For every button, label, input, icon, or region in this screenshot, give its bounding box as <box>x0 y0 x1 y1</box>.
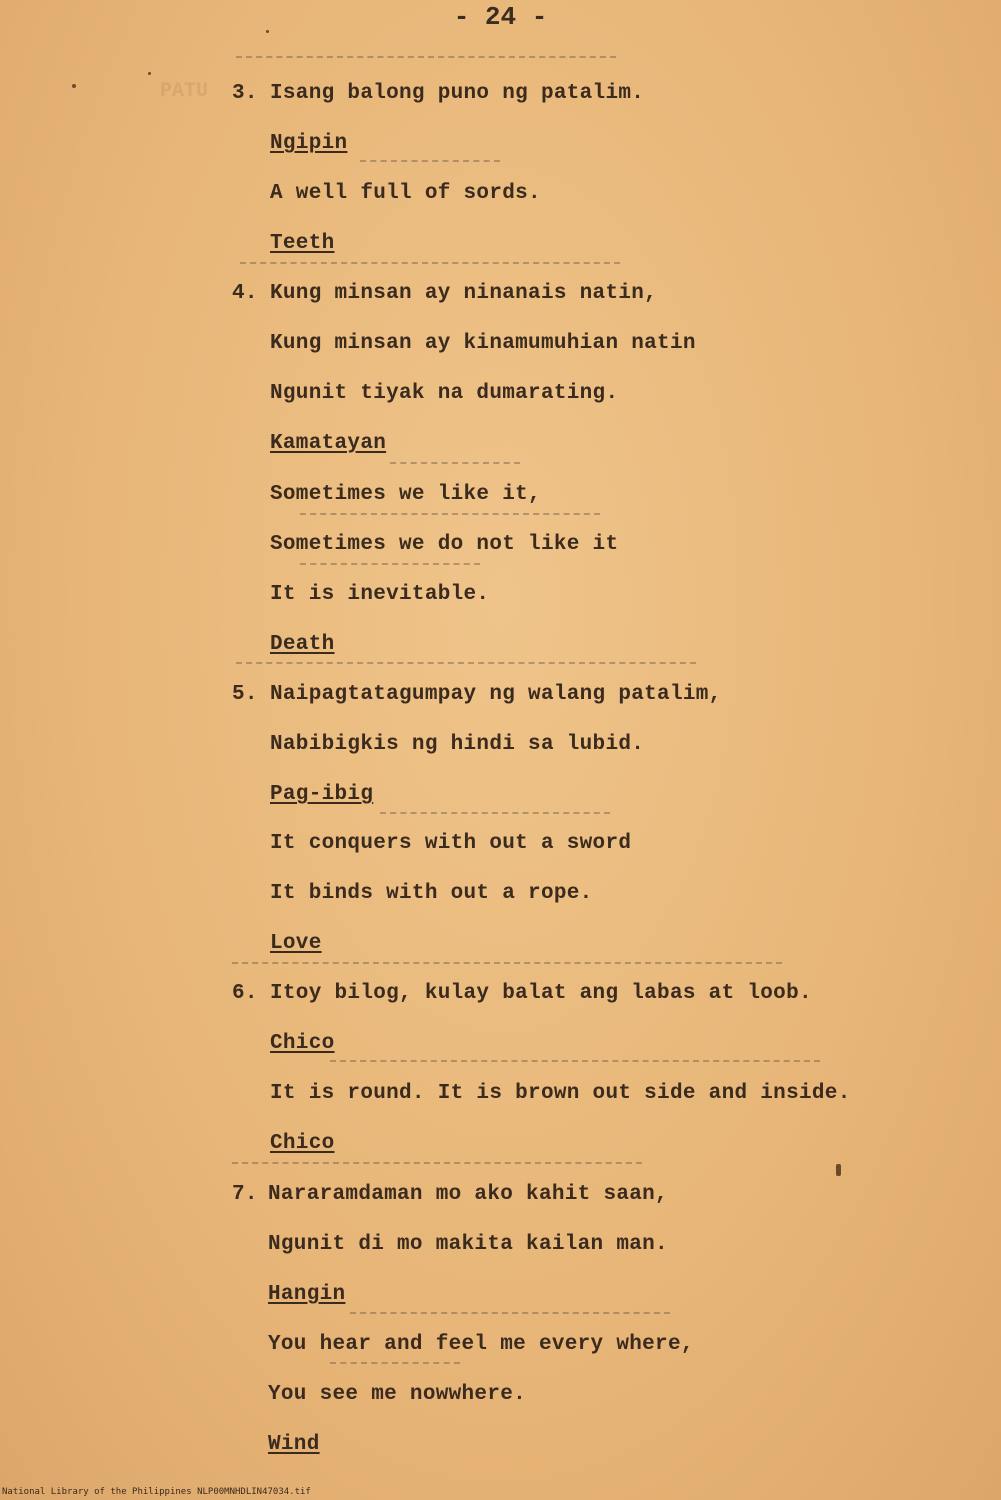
dashed-separator <box>330 1362 460 1364</box>
paper-speck <box>72 84 76 88</box>
riddle-number: 7. <box>232 1183 258 1206</box>
bleed-through-text: PATU <box>160 80 209 103</box>
riddle-number: 4. <box>232 282 258 305</box>
riddle-line: Kung minsan ay kinamumuhian natin <box>270 332 696 355</box>
dashed-separator <box>330 1060 820 1062</box>
tagalog-answer: Hangin <box>268 1283 346 1306</box>
riddle-line: Nabibigkis ng hindi sa lubid. <box>270 733 645 756</box>
riddle-line: Naipagtatagumpay ng walang patalim, <box>270 683 722 706</box>
translation-line: It is inevitable. <box>270 583 490 606</box>
tagalog-answer: Chico <box>270 1032 335 1055</box>
page-number: - 24 - <box>453 2 548 32</box>
riddle-line: Isang balong puno ng patalim. <box>270 82 645 105</box>
dashed-separator <box>236 662 696 664</box>
translation-line: Sometimes we like it, <box>270 483 541 506</box>
dashed-separator <box>232 1162 642 1164</box>
riddle-number: 3. <box>232 82 258 105</box>
translation-line: It conquers with out a sword <box>270 832 632 855</box>
translation-line: You see me nowwhere. <box>268 1383 527 1406</box>
scan-footer: National Library of the Philippines NLP00MNHDLIN47034.tif <box>2 1487 311 1497</box>
riddle-line: Nararamdaman mo ako kahit saan, <box>268 1183 668 1206</box>
dashed-separator <box>380 812 610 814</box>
translation-line: It is round. It is brown out side and inside. <box>270 1082 851 1105</box>
dashed-separator <box>236 56 616 58</box>
dashed-separator <box>360 160 500 162</box>
dashed-separator <box>300 563 480 565</box>
translation-line: A well full of sords. <box>270 182 541 205</box>
dashed-separator <box>240 262 620 264</box>
riddle-line: Ngunit tiyak na dumarating. <box>270 382 619 405</box>
riddle-line: Itoy bilog, kulay balat ang labas at loob. <box>270 982 812 1005</box>
dashed-separator <box>350 1312 670 1314</box>
dashed-separator <box>390 462 520 464</box>
tagalog-answer: Kamatayan <box>270 432 387 455</box>
paper-speck <box>266 30 269 33</box>
dashed-separator <box>232 962 782 964</box>
riddle-number: 6. <box>232 982 258 1005</box>
riddle-line: Kung minsan ay ninanais natin, <box>270 282 658 305</box>
english-answer: Chico <box>270 1132 335 1155</box>
paper-speck <box>836 1164 841 1176</box>
english-answer: Death <box>270 633 335 656</box>
translation-line: You hear and feel me every where, <box>268 1333 694 1356</box>
dashed-separator <box>300 513 600 515</box>
english-answer: Teeth <box>270 232 335 255</box>
riddle-number: 5. <box>232 683 258 706</box>
riddle-line: Ngunit di mo makita kailan man. <box>268 1233 668 1256</box>
tagalog-answer: Ngipin <box>270 132 348 155</box>
translation-line: Sometimes we do not like it <box>270 533 619 556</box>
english-answer: Wind <box>268 1433 320 1456</box>
tagalog-answer: Pag-ibig <box>270 783 374 806</box>
english-answer: Love <box>270 932 322 955</box>
paper-speck <box>148 72 151 75</box>
translation-line: It binds with out a rope. <box>270 882 593 905</box>
